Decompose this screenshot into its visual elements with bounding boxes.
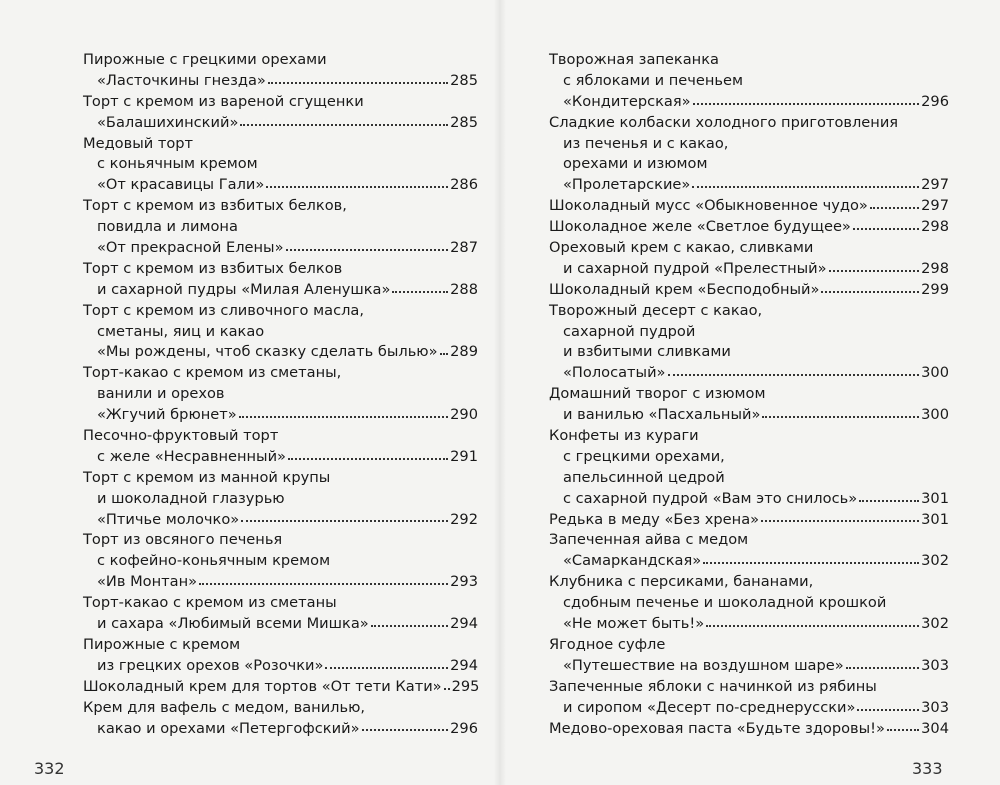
toc-entry-text: «Не может быть!» <box>563 615 705 633</box>
toc-entry-text: и сиропом «Десерт по-среднерусски» <box>563 698 856 716</box>
dot-leader <box>288 457 448 460</box>
toc-entry-line <box>83 134 478 155</box>
toc-entry-text: «Самаркандская» <box>563 552 702 570</box>
toc-entry-text: Запеченные яблоки с начинкой из рябины <box>549 677 877 695</box>
toc-entry-text: «Кондитерская» <box>563 92 691 110</box>
toc-entry-text: «Путешествие на воздушном шаре» <box>563 656 844 674</box>
dot-leader <box>325 666 448 669</box>
toc-entry-text: с яблоками и печеньем <box>563 71 743 89</box>
toc-entry-line <box>83 405 478 426</box>
toc-entry-text: какао и орехами «Петергофский» <box>97 719 360 737</box>
toc-entry-text: «Полосатый» <box>563 364 666 382</box>
toc-entry-line <box>549 468 949 489</box>
toc-entry-line <box>549 154 949 175</box>
toc-page-number: 299 <box>921 280 949 298</box>
toc-entry-line <box>549 363 949 384</box>
toc-entry-line <box>83 342 478 363</box>
toc-entry-line <box>549 551 949 572</box>
toc-entry-line <box>549 635 949 656</box>
dot-leader <box>829 269 920 272</box>
toc-entry-text: «От красавицы Гали» <box>97 176 265 194</box>
page-number-left: 332 <box>34 759 65 778</box>
toc-page-number: 302 <box>921 615 949 633</box>
toc-entry-text: орехами и изюмом <box>563 155 708 173</box>
toc-entry-text: с коньячным кремом <box>97 155 258 173</box>
toc-page-number: 300 <box>921 364 949 382</box>
dot-leader <box>240 123 448 126</box>
toc-page-number: 297 <box>921 176 949 194</box>
toc-page-number: 290 <box>450 406 478 424</box>
toc-page-number: 303 <box>921 656 949 674</box>
toc-page-number: 301 <box>921 489 949 507</box>
toc-entry-line <box>83 71 478 92</box>
toc-entry-text: сметаны, яиц и какао <box>97 322 265 340</box>
toc-page-number: 295 <box>451 677 480 695</box>
page-number-right: 333 <box>912 759 943 778</box>
toc-entry-text: Клубника с персиками, бананами, <box>549 573 814 591</box>
toc-entry-line <box>549 719 949 740</box>
dot-leader <box>440 352 449 355</box>
toc-entry-line <box>549 342 949 363</box>
toc-entry-text: Запеченная айва с медом <box>549 531 749 549</box>
toc-entry-line <box>83 50 478 71</box>
toc-entry-line <box>83 489 478 510</box>
dot-leader <box>239 415 448 418</box>
toc-entry-text: «Пролетарские» <box>563 176 691 194</box>
toc-page-number: 287 <box>450 239 478 257</box>
toc-entry-line <box>549 71 949 92</box>
toc-entry-line <box>83 510 478 531</box>
toc-entry-line <box>549 530 949 551</box>
toc-entry-text: Торт-какао с кремом из сметаны <box>83 594 337 612</box>
toc-entry-text: с грецкими орехами, <box>563 447 725 465</box>
toc-page-number: 285 <box>450 113 478 131</box>
toc-entry-line <box>83 468 478 489</box>
toc-page-number: 298 <box>921 259 949 277</box>
toc-entry-line <box>83 301 478 322</box>
toc-entry-text: Домашний творог с изюмом <box>549 385 766 403</box>
toc-page-number: 296 <box>450 719 478 737</box>
toc-entry-line <box>549 134 949 155</box>
toc-entry-line <box>549 384 949 405</box>
toc-entry-line <box>83 92 478 113</box>
dot-leader <box>286 248 449 251</box>
dot-leader <box>703 561 919 564</box>
toc-entry-text: с сахарной пудрой «Вам это снилось» <box>563 489 858 507</box>
dot-leader <box>268 81 448 84</box>
toc-entry-text: Шоколадное желе «Светлое будущее» <box>549 218 851 236</box>
toc-entry-text: Сладкие колбаски холодного приготовления <box>549 113 899 131</box>
toc-entry-text: и сахарной пудрой «Прелестный» <box>563 259 827 277</box>
toc-entry-text: из грецких орехов «Розочки» <box>97 656 324 674</box>
toc-entry-line <box>83 217 478 238</box>
toc-entry-text: и сахара «Любимый всеми Мишка» <box>97 615 369 633</box>
toc-entry-text: «Ив Монтан» <box>97 573 198 591</box>
toc-entry-text: и сахарной пудры «Милая Аленушка» <box>97 280 391 298</box>
toc-entry-text: Торт из овсяного печенья <box>83 531 283 549</box>
toc-entry-text: Редька в меду «Без хрена» <box>549 510 760 528</box>
dot-leader <box>693 102 920 105</box>
toc-entry-line <box>549 280 949 301</box>
toc-entry-line <box>83 635 478 656</box>
toc-page-number: 289 <box>450 343 478 361</box>
dot-leader <box>706 624 919 627</box>
toc-entry-line <box>83 572 478 593</box>
dot-leader <box>392 290 448 293</box>
toc-entry-line <box>549 113 949 134</box>
toc-entry-text: Пирожные с кремом <box>83 635 241 653</box>
toc-entry-line <box>83 113 478 134</box>
toc-page-number: 300 <box>921 406 949 424</box>
toc-entry-line <box>549 92 949 113</box>
toc-entry-text: «От прекрасной Елены» <box>97 239 284 257</box>
toc-page-number: 288 <box>450 280 478 298</box>
toc-entry-line <box>83 259 478 280</box>
dot-leader <box>266 185 448 188</box>
toc-entry-text: и взбитыми сливками <box>563 343 731 361</box>
toc-entry-text: Пирожные с грецкими орехами <box>83 51 327 68</box>
toc-page-number: 298 <box>921 218 949 236</box>
toc-entry-line <box>549 175 949 196</box>
toc-entry-line <box>83 175 478 196</box>
toc-page-number: 296 <box>921 92 949 110</box>
dot-leader <box>846 666 919 669</box>
dot-leader <box>362 728 449 731</box>
dot-leader <box>857 708 919 711</box>
toc-entry-line <box>83 719 478 740</box>
toc-entry-text: ванили и орехов <box>97 385 225 403</box>
dot-leader <box>692 185 919 188</box>
toc-entry-line <box>549 593 949 614</box>
toc-entry-line <box>83 698 478 719</box>
toc-entry-line <box>549 489 949 510</box>
toc-entry-text: и ванилью «Пасхальный» <box>563 406 761 424</box>
toc-entry-text: повидла и лимона <box>97 218 238 236</box>
toc-page-number: 285 <box>450 71 478 89</box>
toc-entry-line <box>83 196 478 217</box>
toc-entry-line <box>83 384 478 405</box>
toc-entry-text: из печенья и с какао, <box>563 134 729 152</box>
toc-page-number: 293 <box>450 573 478 591</box>
toc-entry-text: «Ласточкины гнезда» <box>97 71 266 89</box>
dot-leader <box>762 415 919 418</box>
toc-entry-line <box>549 322 949 343</box>
dot-leader <box>444 687 450 690</box>
toc-entry-text: Ягодное суфле <box>549 635 666 653</box>
toc-entry-text: Шоколадный крем для тортов «От тети Кати» <box>83 677 442 695</box>
toc-entry-text: Шоколадный крем «Бесподобный» <box>549 280 820 298</box>
toc-list-right <box>549 50 949 739</box>
toc-entry-line <box>83 154 478 175</box>
toc-page-number: 294 <box>450 615 478 633</box>
toc-entry-text: Творожный десерт с какао, <box>549 301 763 319</box>
toc-list-left <box>83 50 478 739</box>
toc-page-number: 301 <box>921 510 949 528</box>
right-page <box>500 0 1000 785</box>
toc-entry-line <box>549 614 949 635</box>
dot-leader <box>859 499 919 502</box>
toc-entry-line <box>83 530 478 551</box>
toc-entry-line <box>549 405 949 426</box>
toc-entry-text: Конфеты из кураги <box>549 427 699 445</box>
toc-entry-line <box>83 426 478 447</box>
dot-leader <box>241 519 448 522</box>
toc-entry-text: Торт с кремом из манной крупы <box>83 468 331 486</box>
toc-entry-line <box>83 363 478 384</box>
toc-entry-line <box>83 238 478 259</box>
toc-entry-line <box>549 447 949 468</box>
toc-entry-text: Медовый торт <box>83 134 194 152</box>
toc-entry-line <box>83 677 478 698</box>
toc-entry-text: «Птичье молочко» <box>97 510 240 528</box>
toc-page-number: 291 <box>450 447 478 465</box>
toc-entry-line <box>83 551 478 572</box>
dot-leader <box>199 582 448 585</box>
toc-entry-text: Торт с кремом из взбитых белков <box>83 259 343 277</box>
toc-entry-text: Творожная запеканка <box>549 51 719 68</box>
toc-entry-text: сдобным печенье и шоколадной крошкой <box>563 594 887 612</box>
dot-leader <box>761 519 919 522</box>
toc-entry-line <box>549 301 949 322</box>
toc-entry-text: Торт-какао с кремом из сметаны, <box>83 364 342 382</box>
toc-entry-line <box>549 677 949 698</box>
toc-entry-text: Торт с кремом из взбитых белков, <box>83 197 347 215</box>
toc-entry-line <box>83 656 478 677</box>
toc-entry-line <box>549 510 949 531</box>
toc-entry-line <box>549 572 949 593</box>
toc-entry-line <box>83 280 478 301</box>
toc-entry-line <box>83 447 478 468</box>
toc-entry-line <box>549 217 949 238</box>
dot-leader <box>887 728 919 731</box>
toc-page-number: 286 <box>450 176 478 194</box>
toc-page-number: 297 <box>921 197 949 215</box>
toc-entry-line <box>83 593 478 614</box>
toc-entry-line <box>549 656 949 677</box>
toc-entry-text: Медово-ореховая паста «Будьте здоровы!» <box>549 719 885 737</box>
toc-entry-text: Торт с кремом из вареной сгущенки <box>83 92 364 110</box>
toc-page-number: 302 <box>921 552 949 570</box>
toc-entry-line <box>549 238 949 259</box>
toc-entry-text: с кофейно-коньячным кремом <box>97 552 331 570</box>
toc-entry-line <box>549 50 949 71</box>
toc-entry-text: Ореховый крем с какао, сливками <box>549 239 814 257</box>
toc-entry-text: Шоколадный мусс «Обыкновенное чудо» <box>549 197 868 215</box>
toc-page-number: 304 <box>921 719 949 737</box>
dot-leader <box>853 227 919 230</box>
toc-entry-line <box>83 322 478 343</box>
toc-page-number: 303 <box>921 698 949 716</box>
toc-entry-text: апельсинной цедрой <box>563 468 725 486</box>
toc-entry-line <box>549 196 949 217</box>
toc-entry-text: «Мы рождены, чтоб сказку сделать былью» <box>97 343 438 361</box>
toc-entry-line <box>549 426 949 447</box>
toc-page-number: 292 <box>450 510 478 528</box>
dot-leader <box>371 624 448 627</box>
toc-entry-line <box>549 698 949 719</box>
toc-entry-text: «Жгучий брюнет» <box>97 406 237 424</box>
dot-leader <box>668 373 920 376</box>
toc-entry-text: «Балашихинский» <box>97 113 239 131</box>
toc-entry-text: Торт с кремом из сливочного масла, <box>83 301 365 319</box>
toc-entry-text: сахарной пудрой <box>563 322 696 340</box>
toc-page-number: 294 <box>450 656 478 674</box>
dot-leader <box>821 290 919 293</box>
toc-entry-text: с желе «Несравненный» <box>97 447 286 465</box>
toc-entry-text: Песочно-фруктовый торт <box>83 427 279 445</box>
toc-entry-text: и шоколадной глазурью <box>97 489 285 507</box>
toc-entry-text: Крем для вафель с медом, ванилью, <box>83 698 366 716</box>
toc-entry-line <box>83 614 478 635</box>
toc-entry-line <box>549 259 949 280</box>
dot-leader <box>870 206 919 209</box>
